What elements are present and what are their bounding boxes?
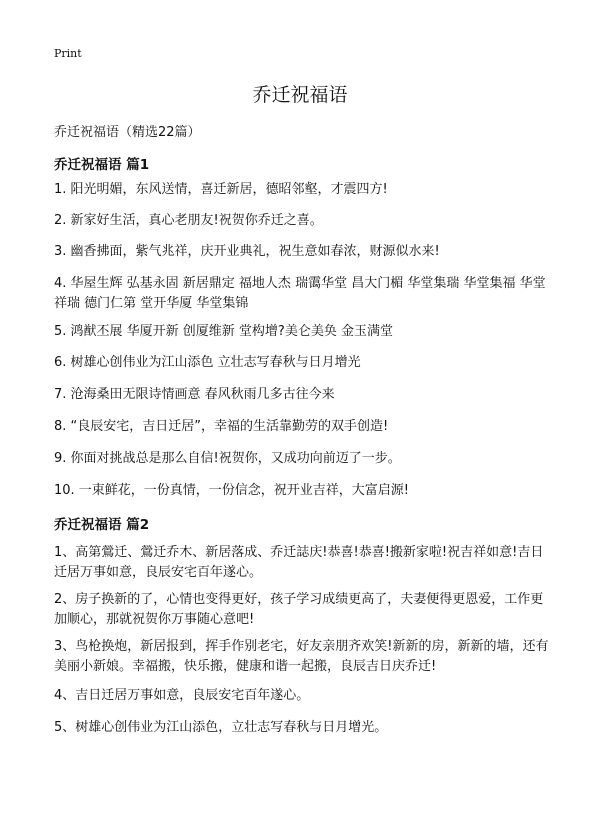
section-heading-2: 乔迁祝福语 篇2: [54, 517, 150, 533]
list-item: 1. 阳光明媚，东风送情，喜迁新居，德昭邻壑，才震四方!: [54, 182, 388, 197]
list-item: 7. 沧海桑田无限诗情画意 春风秋雨几多古往今来: [54, 387, 335, 402]
page-title: 乔迁祝福语: [252, 84, 348, 106]
section-heading-1: 乔迁祝福语 篇1: [54, 157, 150, 173]
print-label[interactable]: Print: [54, 47, 82, 60]
list-item: 2. 新家好生活，真心老朋友!祝贺你乔迁之喜。: [54, 213, 323, 228]
list-item: 5、树雄心创伟业为江山添色，立壮志写春秋与日月增光。: [54, 720, 388, 735]
list-item: 1、高第鶯迁、鶯迁乔木、新居落成、乔迁誌庆!恭喜!恭喜!搬新家啦!祝吉祥如意!吉日迁居万事如意，良辰安宅百年遂心。: [54, 545, 544, 580]
list-item: 4. 华屋生辉 弘基永固 新居鼎定 福地人杰 瑞霭华堂 昌大门楣 华堂集瑞 华堂集福 华堂祥瑞 德门仁第 堂开华厦 华堂集锦: [54, 276, 546, 311]
list-item: 3、鸟枪换炮，新居报到，挥手作别老宅，好友亲朋齐欢笑!新新的房，新新的墙，还有美丽小新娘。幸福搬，快乐搬，健康和谐一起搬，良辰吉日庆乔迁!: [54, 639, 549, 674]
list-item: 5. 鸿猷丕展 华厦开新 创厦维新 堂构增?美仑美奂 金玉满堂: [54, 324, 393, 339]
list-item: 8. “良辰安宅，吉日迁居”，幸福的生活靠勤劳的双手创造!: [54, 419, 389, 434]
list-item: 9. 你面对挑战总是那么自信!祝贺你，又成功向前迈了一步。: [54, 451, 401, 466]
list-item: 6. 树雄心创伟业为江山添色 立壮志写春秋与日月增光: [54, 355, 361, 370]
list-item: 2、房子换新的了，心情也变得更好，孩子学习成绩更高了，夫妻便得更恩爱，工作更加顺心，那就祝贺你万事随心意吧!: [54, 592, 544, 627]
list-item: 4、吉日迁居万事如意，良辰安宅百年遂心。: [54, 688, 310, 703]
subtitle: 乔迁祝福语（精选22篇）: [54, 125, 201, 140]
list-item: 10. 一束鲜花，一份真情，一份信念，祝开业吉祥，大富启源!: [54, 483, 410, 498]
list-item: 3. 幽香拂面，紫气兆祥，庆开业典礼，祝生意如春浓，财源似水来!: [54, 244, 440, 259]
